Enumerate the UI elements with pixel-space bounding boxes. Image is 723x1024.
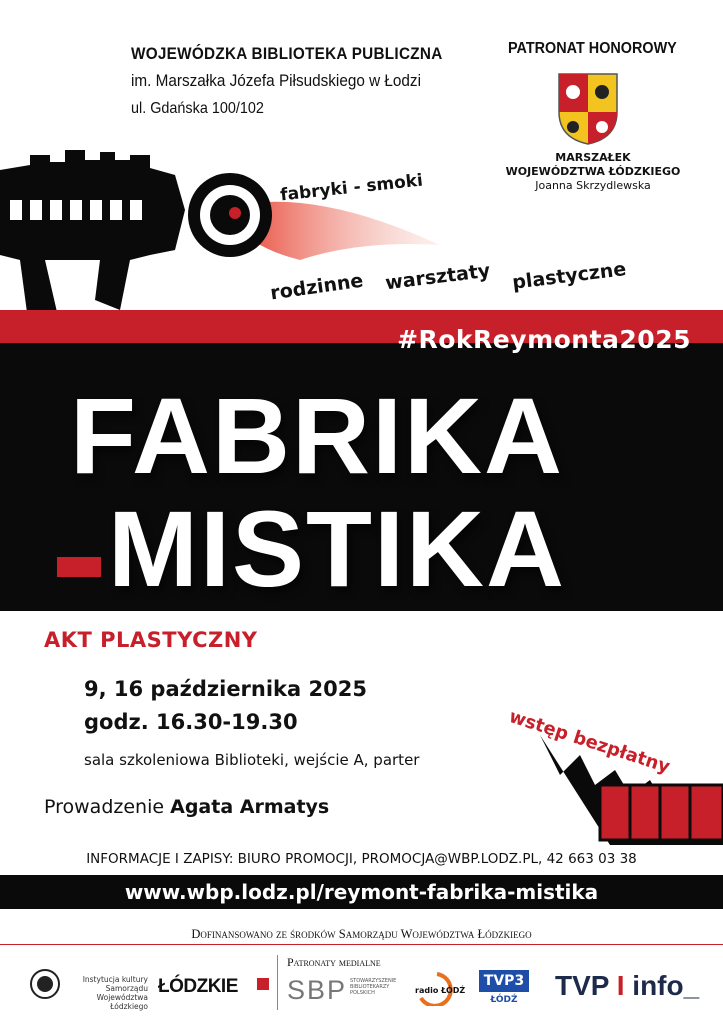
lead-label: Prowadzenie — [44, 796, 165, 818]
patronat-label: PATRONAT HONOROWY — [508, 40, 677, 57]
event-dates: 9, 16 października 2025 — [84, 677, 367, 701]
tagline-warsztaty: warsztaty — [384, 259, 492, 295]
footer-divider — [0, 944, 723, 945]
event-subtitle: AKT PLASTYCZNY — [44, 628, 258, 652]
tvp-info-info: info_ — [632, 970, 700, 1001]
library-subtitle: im. Marszałka Józefa Piłsudskiego w Łodzi — [131, 71, 421, 90]
tagline-fabryki-smoki: fabryki - smoki — [279, 170, 424, 206]
sbp-subtitle: STOWARZYSZENIE BIBLIOTEKARZY POLSKICH — [350, 978, 397, 996]
footer-separator — [277, 955, 278, 1010]
event-time: godz. 16.30-19.30 — [84, 710, 298, 734]
patron-name: Joanna Skrzydlewska — [535, 179, 651, 192]
radio-lodz-text: radio ŁÓDŹ — [415, 986, 466, 995]
tvp-info-logo — [555, 970, 699, 1002]
event-lead — [44, 796, 329, 818]
lodzkie-logo: ŁÓDZKIE — [158, 976, 238, 997]
title-dash — [57, 557, 101, 577]
lodzkie-red-mark — [257, 978, 269, 990]
sbp-logo: SBP — [287, 975, 348, 1005]
funding-note: Dofinansowano ze środków Samorządu Województwa Łódzkiego — [191, 927, 532, 941]
title-line-2: MISTIKA — [108, 488, 566, 609]
contact-info: INFORMACJE I ZAPISY: BIURO PROMOCJI, PROMOCJA@WBP.LODZ.PL, 42 663 03 38 — [86, 851, 637, 867]
lead-name: Agata Armatys — [170, 796, 330, 818]
tagline-rodzinne: rodzinne — [268, 269, 365, 305]
library-emblem-icon — [29, 968, 61, 1000]
title-line-1: FABRIKA — [70, 375, 564, 496]
event-url-link[interactable]: www.wbp.lodz.pl/reymont-fabrika-mistika — [124, 880, 599, 904]
tvp3-logo: TVP3 — [479, 970, 529, 992]
media-patronage-label: Patronaty medialne — [287, 955, 381, 969]
library-address: ul. Gdańska 100/102 — [131, 100, 264, 117]
tagline-plastyczne: plastyczne — [511, 258, 628, 294]
voivodeship-crest-icon — [557, 72, 619, 146]
library-name: WOJEWÓDZKA BIBLIOTEKA PUBLICZNA — [131, 44, 443, 63]
free-entry-label: wstęp bezpłatny — [506, 706, 673, 778]
tvp-info-tvp: TVP — [555, 970, 609, 1001]
hashtag: #RokReymonta2025 — [397, 325, 691, 354]
patron-title-line-2: WOJEWÓDZTWA ŁÓDZKIEGO — [505, 165, 681, 178]
tvp3-region: ŁÓDŹ — [490, 995, 518, 1005]
event-location: sala szkoleniowa Biblioteki, wejście A, parter — [84, 751, 420, 769]
saw-jaw-illustration — [540, 715, 723, 845]
tvp-info-bar: I — [616, 970, 625, 1001]
institution-text: Instytucja kultury Samorządu Województwa Łódzkiego — [82, 975, 148, 1011]
patron-title — [500, 151, 686, 179]
patron-title-line-1: MARSZAŁEK — [555, 151, 631, 164]
